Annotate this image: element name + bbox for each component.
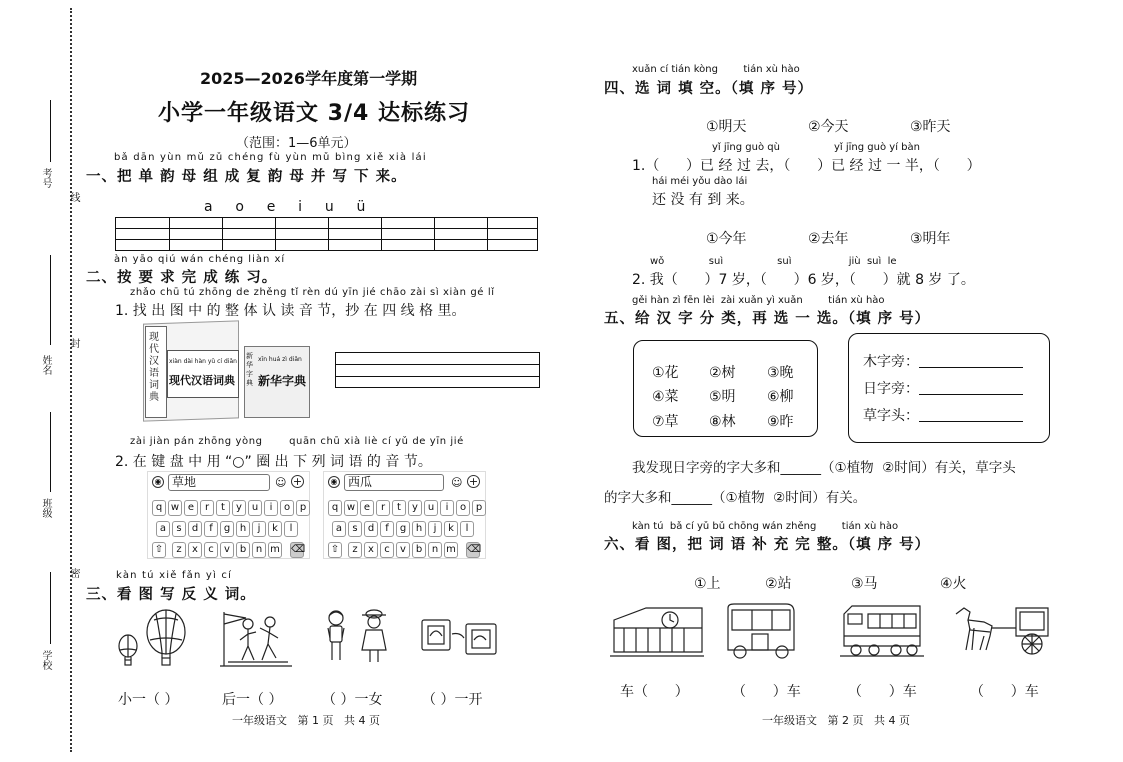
plus-icon[interactable]: + [468, 475, 479, 488]
key[interactable]: l [284, 521, 298, 537]
dictionary-book-image [133, 320, 248, 424]
mic-icon: ◉ [328, 476, 340, 488]
char-9: ⑨昨 [767, 414, 794, 430]
shift-key[interactable]: ⇧ [328, 542, 342, 558]
class-line [50, 412, 51, 492]
key[interactable]: p [296, 500, 310, 516]
q6-heading: 六、看 图，把 词 语 补 充 完 整。（填 序 号） [604, 537, 931, 553]
key[interactable]: i [440, 500, 454, 516]
horse-carriage-image [950, 600, 1054, 658]
year-title: 2025—2026学年度第一学期 [200, 69, 418, 88]
key[interactable]: o [280, 500, 294, 516]
q6-opt-2: ②站 [765, 576, 792, 592]
kb2-input[interactable]: 西瓜 [344, 474, 444, 491]
key[interactable]: n [428, 542, 442, 558]
q5-pinyin: gěi hàn zì fēn lèi zài xuǎn yì xuǎn tián xù hào [632, 295, 885, 306]
hot-air-balloons-image [110, 606, 190, 670]
character-box [633, 340, 818, 437]
binding-dotted-line [70, 8, 72, 752]
q3-answer-4[interactable]: （ ）一开 [422, 692, 483, 708]
plus-icon[interactable]: + [292, 475, 303, 488]
vowel-letters: a o e i u ü [204, 199, 367, 215]
key[interactable]: j [428, 521, 442, 537]
book1-title: 现代汉语词典 [169, 374, 235, 387]
key[interactable]: k [268, 521, 282, 537]
key[interactable]: v [220, 542, 234, 558]
q2-pinyin: àn yāo qiú wán chéng liàn xí [114, 254, 286, 265]
q1-heading: 一、把 单 韵 母 组 成 复 韵 母 并 写 下 来。 [86, 169, 407, 185]
q3-heading: 三、看 图 写 反 义 词。 [86, 587, 256, 603]
key[interactable]: u [248, 500, 262, 516]
q6-answer-4[interactable]: （ ）车 [970, 684, 1039, 700]
book1-spine: 现代汉语词典 [149, 332, 159, 403]
key[interactable]: k [444, 521, 458, 537]
key[interactable]: t [216, 500, 230, 516]
mic-icon: ◉ [152, 476, 164, 488]
q5-line2[interactable]: 的字大多和______（①植物 ②时间）有关。 [604, 490, 867, 506]
key[interactable]: m [444, 542, 458, 558]
key[interactable]: q [152, 500, 166, 516]
q2-heading: 二、按 要 求 完 成 练 习。 [86, 270, 278, 286]
key[interactable]: h [236, 521, 250, 537]
char-2: ②树 [709, 365, 736, 381]
radical-mu: 木字旁： [863, 354, 919, 370]
four-line-grid-q1[interactable] [115, 217, 538, 251]
school-label: 学校 [40, 650, 51, 670]
key[interactable]: x [188, 542, 202, 558]
q6-opt-4: ④火 [940, 576, 967, 592]
char-6: ⑥柳 [767, 389, 794, 405]
key[interactable]: w [168, 500, 182, 516]
name-line [50, 255, 51, 345]
q4-opt1-3: ③昨天 [910, 119, 951, 135]
four-line-grid-q2[interactable] [335, 352, 540, 388]
name-label: 姓名 [40, 355, 51, 375]
q3-answer-2[interactable]: 后一（ ） [222, 692, 283, 708]
children-race-image [218, 608, 294, 670]
emoji-icon[interactable]: ☺ [451, 476, 463, 489]
q6-answer-2[interactable]: （ ）车 [732, 684, 801, 700]
q4-opt2-2: ②去年 [808, 231, 849, 247]
book2-spine: 新华字典 [246, 352, 253, 387]
key[interactable]: r [200, 500, 214, 516]
char-7: ⑦草 [652, 414, 679, 430]
radical-ri-blank[interactable] [919, 394, 1023, 395]
page1-footer: 一年级语文 第 1 页 共 4 页 [232, 714, 380, 727]
key[interactable]: f [380, 521, 394, 537]
key[interactable]: z [348, 542, 362, 558]
q1-pinyin: bǎ dān yùn mǔ zǔ chéng fù yùn mǔ bìng xiě xià lái [114, 152, 427, 163]
train-station-image [610, 600, 704, 658]
exam-number-line [50, 100, 51, 162]
keyboard-2 [323, 471, 486, 559]
keyboard-1 [147, 471, 310, 559]
q3-answer-1[interactable]: 小一（ ） [118, 692, 179, 708]
key[interactable]: m [268, 542, 282, 558]
key[interactable]: s [348, 521, 362, 537]
exam-number-label: 考号 [40, 168, 51, 188]
q4-s2-text[interactable]: 2. 我（ ）7 岁，（ ）6 岁，（ ）就 8 岁 了。 [632, 272, 975, 288]
key[interactable]: x [364, 542, 378, 558]
bus-image [722, 602, 798, 660]
char-4: ④菜 [652, 389, 679, 405]
class-label: 班级 [40, 498, 51, 518]
char-1: ①花 [652, 365, 679, 381]
radical-mu-blank[interactable] [919, 367, 1023, 368]
boy-and-girl-image [322, 606, 394, 670]
char-8: ⑧林 [709, 414, 736, 430]
q6-opt-1: ①上 [694, 576, 721, 592]
q6-answer-1[interactable]: 车（ ） [620, 684, 689, 700]
q5-line1[interactable]: 我发现日字旁的字大多和______（①植物 ②时间）有关，草字头 [632, 460, 1016, 476]
radical-cao: 草字头： [863, 408, 919, 424]
key[interactable]: v [396, 542, 410, 558]
key[interactable]: b [236, 542, 250, 558]
key[interactable]: f [204, 521, 218, 537]
q4-heading: 四、选 词 填 空。（填 序 号） [604, 81, 813, 97]
main-title: 小学一年级语文 3/4 达标练习 [158, 101, 470, 126]
emoji-icon[interactable]: ☺ [275, 476, 287, 489]
backspace-key[interactable]: ⌫ [290, 542, 304, 558]
key[interactable]: z [172, 542, 186, 558]
seal-char-mi: 密 [68, 568, 79, 578]
key[interactable]: u [424, 500, 438, 516]
key[interactable]: h [412, 521, 426, 537]
key[interactable]: s [172, 521, 186, 537]
seal-char-feng: 封 [68, 338, 79, 348]
q2-s1-pinyin: zhǎo chū tú zhōng de zhěng tǐ rèn dú yīn jié chāo zài sì xiàn gé lǐ [130, 287, 495, 298]
q4-s1-pinyin: yǐ jīng guò qù yǐ jīng guò yí bàn [712, 142, 920, 153]
shift-key[interactable]: ⇧ [152, 542, 166, 558]
q3-answer-3[interactable]: （ ）一女 [322, 692, 383, 708]
q5-heading: 五、给 汉 字 分 类，再 选 一 选。（填 序 号） [604, 311, 931, 327]
key[interactable]: a [156, 521, 170, 537]
q6-pinyin: kàn tú bǎ cí yǔ bǔ chōng wán zhěng tián xù hào [632, 521, 899, 532]
book2-title: 新华字典 [258, 374, 307, 388]
q2-s1-text: 1. 找 出 图 中 的 整 体 认 读 音 节，抄 在 四 线 格 里。 [115, 303, 466, 319]
xinhua-dictionary-image [244, 346, 310, 420]
q4-s1-text2: 还 没 有 到 来。 [652, 192, 754, 208]
book2-pinyin: xīn huá zì diǎn [258, 356, 302, 363]
key[interactable]: r [376, 500, 390, 516]
key[interactable]: j [252, 521, 266, 537]
key[interactable]: n [252, 542, 266, 558]
key[interactable]: c [380, 542, 394, 558]
school-line [50, 572, 51, 644]
q4-s2-pinyin: wǒ suì suì jiù suì le [650, 256, 897, 267]
q2-s2-pinyin: zài jiàn pán zhōng yòng quān chū xià liè cí yǔ de yīn jié [130, 436, 464, 447]
key[interactable]: a [332, 521, 346, 537]
key[interactable]: c [204, 542, 218, 558]
q4-opt1-2: ②今天 [808, 119, 849, 135]
q3-pinyin: kàn tú xiě fǎn yì cí [116, 570, 233, 581]
key[interactable]: e [184, 500, 198, 516]
seal-char-xian: 线 [68, 192, 79, 202]
key[interactable]: d [364, 521, 378, 537]
char-3: ③晚 [767, 365, 794, 381]
key[interactable]: g [396, 521, 410, 537]
key[interactable]: y [232, 500, 246, 516]
q4-pinyin: xuǎn cí tián kòng tián xù hào [632, 64, 800, 75]
switch-open-close-image [420, 612, 500, 662]
train-image [840, 602, 924, 658]
kb1-input[interactable]: 草地 [168, 474, 270, 491]
key[interactable]: b [412, 542, 426, 558]
key[interactable]: w [344, 500, 358, 516]
q2-s2-text: 2. 在 键 盘 中 用 “○” 圈 出 下 列 词 语 的 音 节。 [115, 454, 432, 470]
book1-pinyin: xiàn dài hàn yǔ cí diǎn [169, 358, 237, 365]
key[interactable]: l [460, 521, 474, 537]
backspace-key[interactable]: ⌫ [466, 542, 480, 558]
key[interactable]: y [408, 500, 422, 516]
key[interactable]: e [360, 500, 374, 516]
key[interactable]: p [472, 500, 486, 516]
q4-opt2-3: ③明年 [910, 231, 951, 247]
radical-ri: 日字旁： [863, 381, 919, 397]
key[interactable]: q [328, 500, 342, 516]
key[interactable]: i [264, 500, 278, 516]
key[interactable]: o [456, 500, 470, 516]
radical-cao-blank[interactable] [919, 421, 1023, 422]
key[interactable]: t [392, 500, 406, 516]
key[interactable]: g [220, 521, 234, 537]
page2-footer: 一年级语文 第 2 页 共 4 页 [762, 714, 910, 727]
q4-s1-pinyin2: hái méi yǒu dào lái [652, 176, 748, 187]
q6-opt-3: ③马 [851, 576, 878, 592]
q6-answer-3[interactable]: （ ）车 [848, 684, 917, 700]
char-5: ⑤明 [709, 389, 736, 405]
q4-opt2-1: ①今年 [706, 231, 747, 247]
key[interactable]: d [188, 521, 202, 537]
q4-s1-text[interactable]: 1.（ ）已 经 过 去，（ ）已 经 过 一 半，（ ） [632, 158, 981, 174]
radical-box [848, 333, 1050, 443]
q4-opt1-1: ①明天 [706, 119, 747, 135]
scope-text: （范围：1—6单元） [236, 136, 357, 151]
